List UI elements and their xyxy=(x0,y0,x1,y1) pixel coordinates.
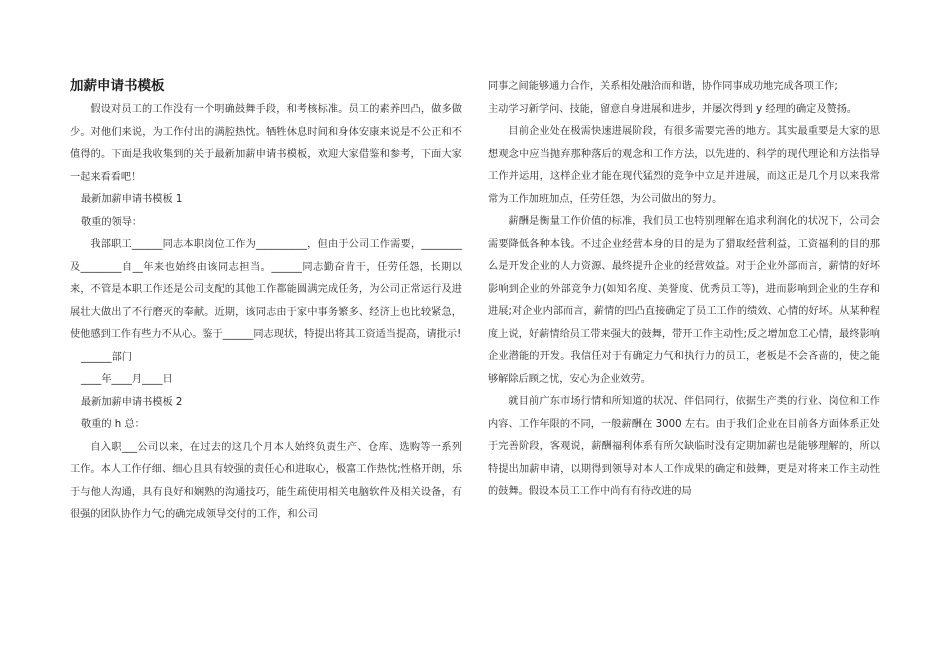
paragraph-salary-value: 薪酬是衡量工作价值的标准，我们员工也特别理解在追求利润化的状况下，公司会需要降低各种本钱。不过企业经营本身的目的是为了猎取经营利益，工资福利的目的那么是开发企业的人力资源、最终提升企业的经营效益。对于企业外部而言，薪情的好坏影响到企业的外部竞争力(如知名度、美誉度、优秀员工等)，进而影响到企业的生存和进展;对企业内部而言，薪情的凹凸直接确定了员工工作的绩效、心情的好坏。从某种程度上说，好薪情给员工带来强大的鼓舞，带开工作主动性;反之增加怠工心情，最终影响企业潜能的开发。我信任对于有确定力气和执行力的员工，老板是不会吝啬的，使之能够解除后顾之忧，安心为企业效劳。 xyxy=(488,216,880,385)
template-2-heading: 最新加薪申请书模板 2 xyxy=(81,396,183,408)
document-title: 加薪申请书模板 xyxy=(70,78,165,94)
left-column xyxy=(70,76,462,527)
paragraph-continuation-1: 同事之间能够通力合作，关系相处融洽而和谐，协作同事成功地完成各项工作; xyxy=(488,81,838,92)
paragraph-template-1-body: 我部职工______同志本职岗位工作为__________，但由于公司工作需要，________及________自__年来也始终由该同志担当。______同志勤奋肯干，任劳任怨，长期以来，不管是本职工作还是公司支配的其他工作都能圆满完成任务，为公司正常运行及进展壮大做出了不行磨灭的奉献。近期，该同志由于家中事务繁多、经济上也比较紧急，使他感到工作有些力不从心。鉴于______同志现状，特提出将其工资适当提高，请批示! xyxy=(70,239,462,340)
right-column xyxy=(488,76,880,504)
department-line: ______部门 xyxy=(81,351,132,363)
date-line: ____年____月____日 xyxy=(81,374,173,385)
paragraph-continuation-2: 主动学习新学问、技能，留意自身进展和进步，并屡次得到 y 经理的确定及赞扬。 xyxy=(488,103,858,115)
paragraph-enterprise-stage: 目前企业处在极需快速进展阶段，有很多需要完善的地方。其实最重要是大家的思想观念中应当抛弃那种落后的观念和工作方法，以先进的、科学的现代理论和方法指导工作并运用，这样企业才能在现代猛烈的竞争中立足并进展，而这正是几个月以来我常常为工作加班加点，任劳任怨，为公司做出的努力。 xyxy=(488,126,880,205)
template-1-heading: 最新加薪申请书模板 1 xyxy=(81,194,183,205)
paragraph-template-2-body: 自入职___公司以来，在过去的这几个月本人始终负责生产、仓库、选购等一系列工作。本人工作仔细、细心且具有较强的责任心和进取心，极富工作热忱;性格开朗，乐于与他人沟通，具有良好和娴熟的沟通技巧，能生疏使用相关电脑软件及相关设备，有很强的团队协作力气;的确完成领导交付的工作，和公司 xyxy=(70,441,462,520)
paragraph-market-salary: 就目前广东市场行情和所知道的状况、伴侣同行，依据生产类的行业、岗位和工作内容、工作年限的不同，一般薪酬在 3000 左右。由于我们企业在目前各方面体系正处于完善阶段，客观说，薪酬福利体系有所欠缺临时没有定期加薪也是能够理解的，所以特提出加薪申请，以期得到领导对本人工作成果的确定和鼓舞，更是对将来工作主动性的鼓舞。假设本员工工作中尚有有待改进的局 xyxy=(488,396,880,497)
salutation-1: 敬重的领导： xyxy=(81,216,143,228)
paragraph-intro: 假设对员工的工作没有一个明确鼓舞手段，和考核标准。员工的素养凹凸，做多做少。对他们来说，为工作付出的满腔热忱。牺牲休息时间和身体安康来说是不公正和不值得的。下面是我收集到的关于最新加薪申请书模板，欢迎大家借鉴和参考，下面大家一起来看看吧！ xyxy=(70,104,462,183)
salutation-2: 敬重的 h 总： xyxy=(81,419,145,430)
